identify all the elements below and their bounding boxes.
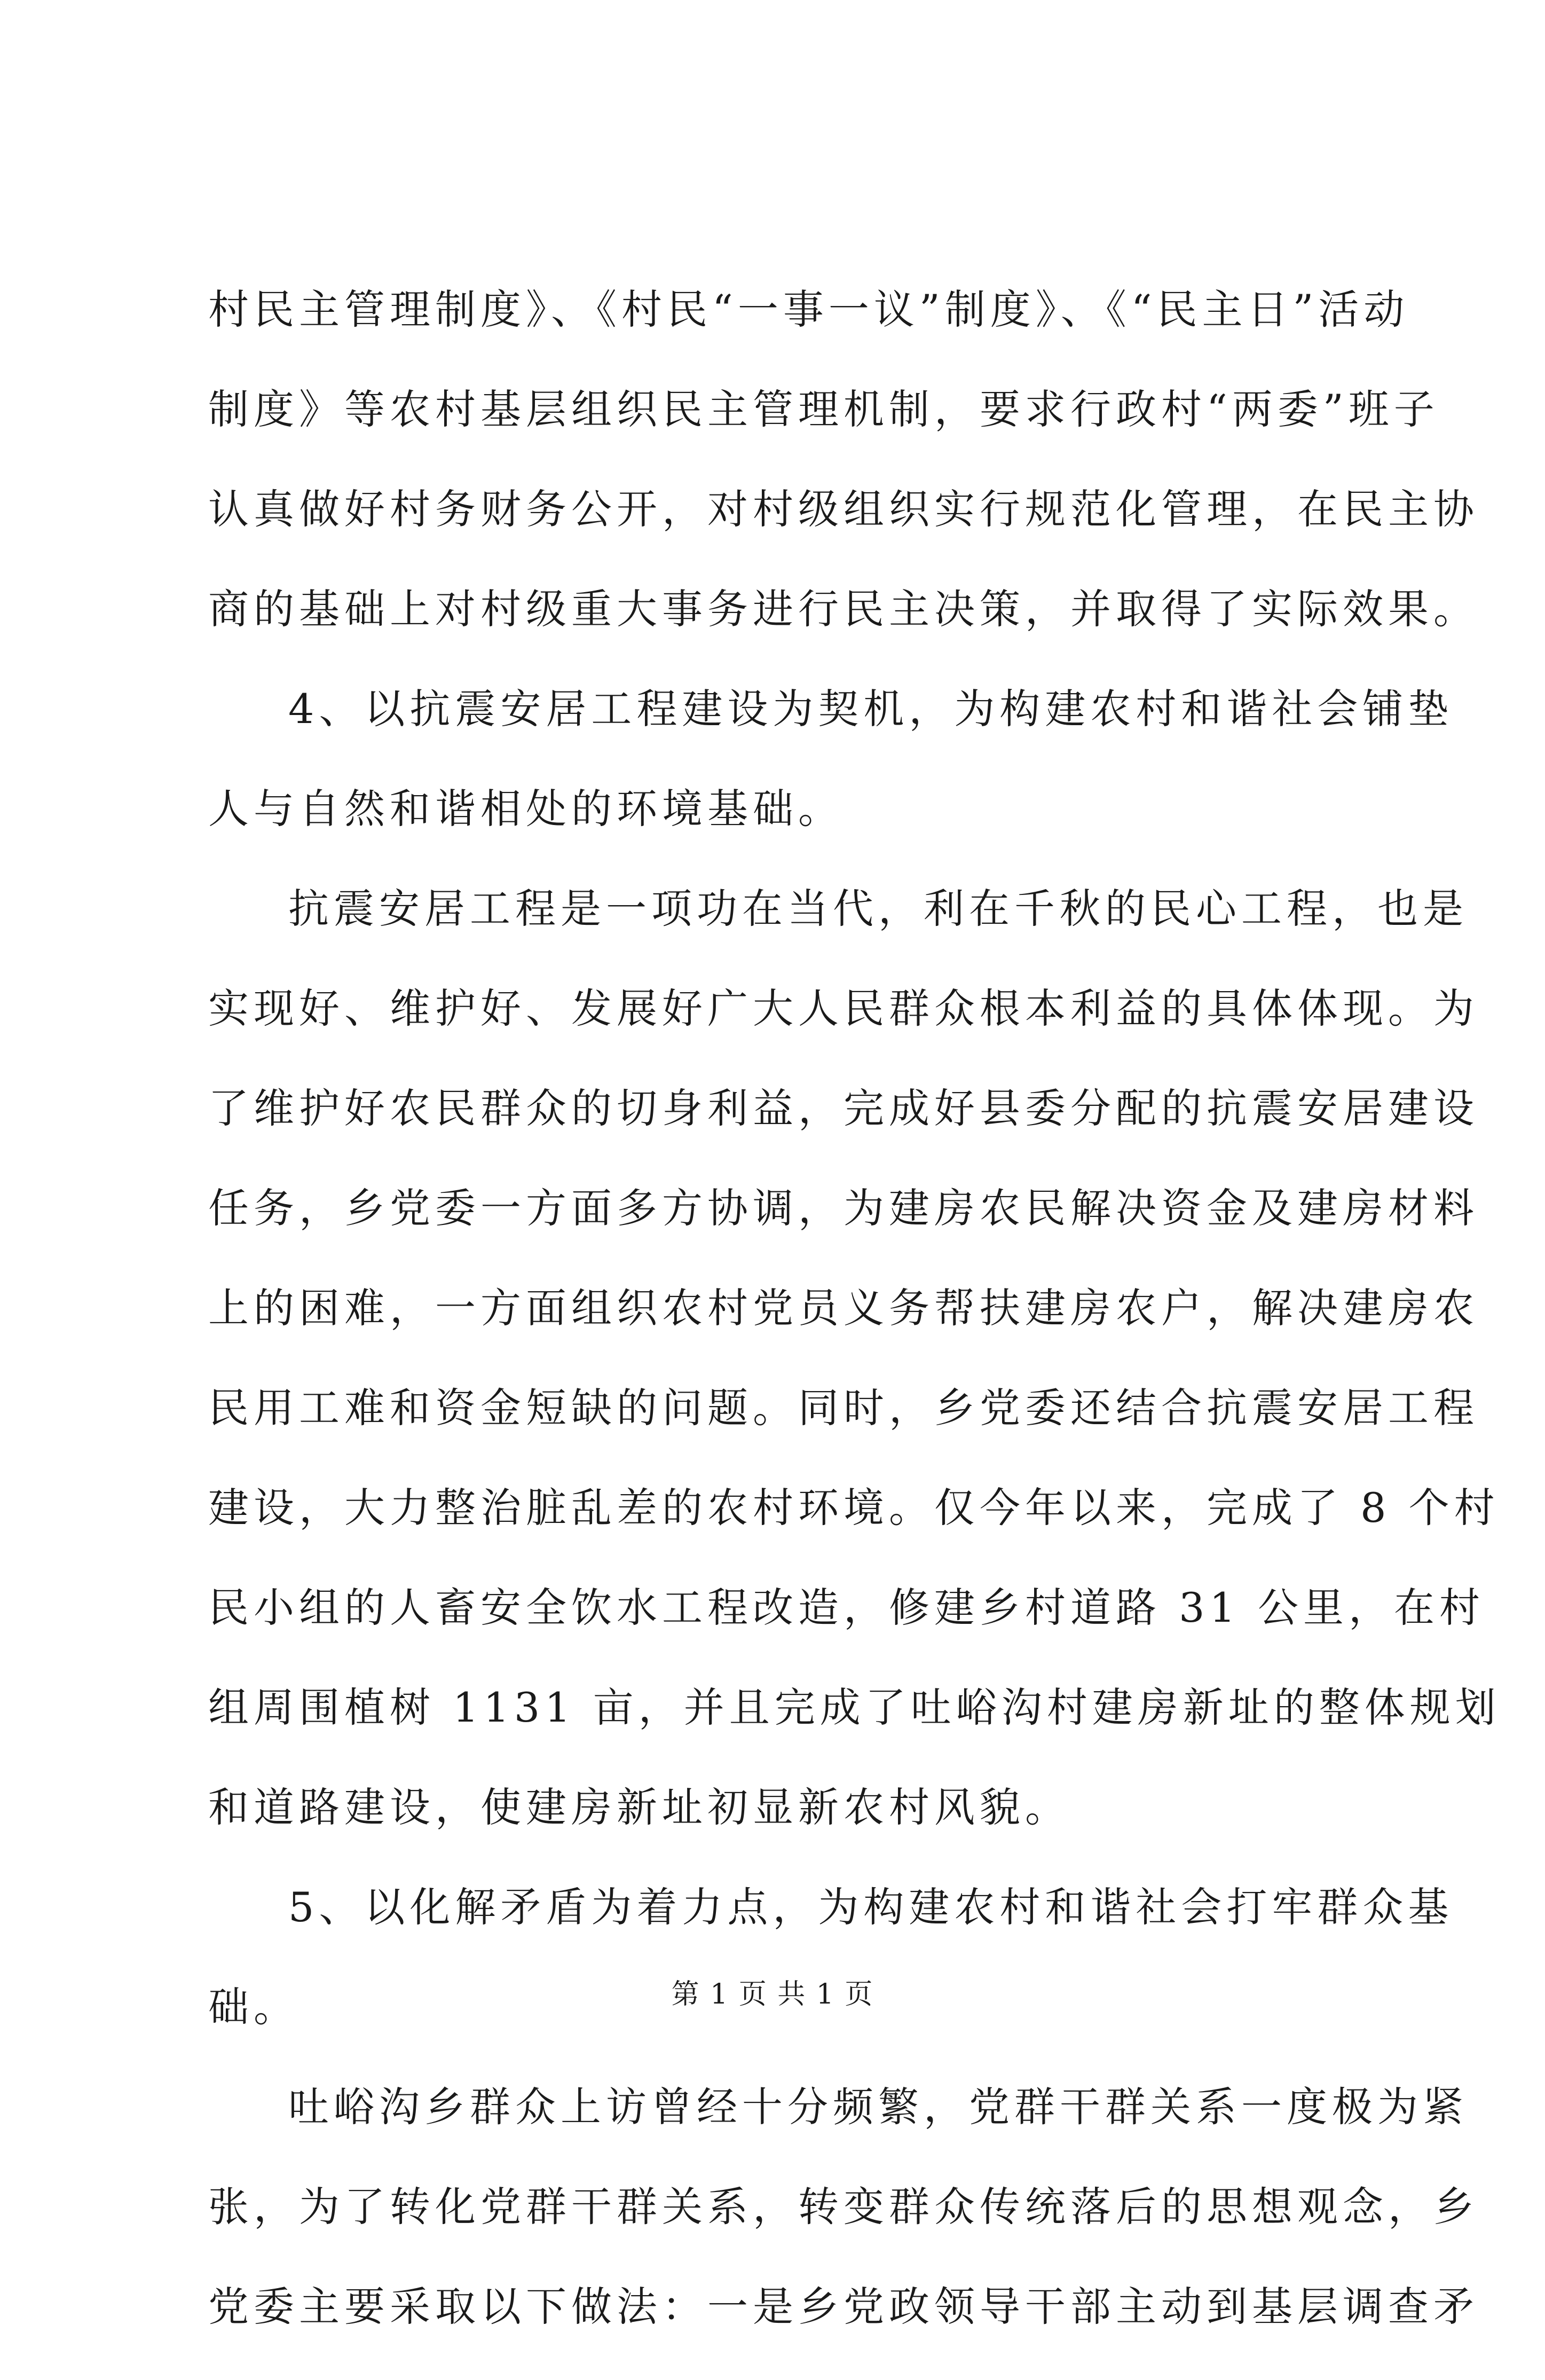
text-line: 党委主要采取以下做法：一是乡党政领导干部主动到基层调查矛: [208, 2283, 1479, 2330]
text-line: 村民主管理制度》、《村民“一事一议”制度》、《“民主日”活动: [208, 286, 1409, 333]
text-line: 民小组的人畜安全饮水工程改造，修建乡村道路 31 公里，在村: [208, 1584, 1485, 1631]
section-heading-line: 人与自然和谐相处的环境基础。: [208, 785, 844, 832]
text-line: 商的基础上对村级重大事务进行民主决策，并取得了实际效果。: [208, 585, 1479, 633]
section-heading-line: 4、以抗震安居工程建设为契机，为构建农村和谐社会铺垫: [288, 685, 1454, 733]
text-line: 组周围植树 1131 亩，并且完成了吐峪沟村建房新址的整体规划: [208, 1684, 1501, 1731]
text-line: 民用工难和资金短缺的问题。同时，乡党委还结合抗震安居工程: [208, 1384, 1479, 1432]
text-line: 抗震安居工程是一项功在当代，利在千秋的民心工程，也是: [288, 885, 1468, 932]
text-line: 和道路建设，使建房新址初显新农村风貌。: [208, 1784, 1070, 1831]
text-line: 了维护好农民群众的切身利益，完成好县委分配的抗震安居建设: [208, 1085, 1479, 1132]
text-line: 制度》等农村基层组织民主管理机制，要求行政村“两委”班子: [208, 386, 1439, 433]
document-body: [208, 283, 1501, 2380]
text-line: 上的困难，一方面组织农村党员义务帮扶建房农户，解决建房农: [208, 1284, 1479, 1332]
page-number-footer: 第 1 页 共 1 页: [671, 1978, 874, 2010]
text-line: 任务，乡党委一方面多方协调，为建房农民解决资金及建房材料: [208, 1184, 1479, 1232]
text-line: 实现好、维护好、发展好广大人民群众根本利益的具体体现。为: [208, 985, 1479, 1032]
text-line: 张，为了转化党群干群关系，转变群众传统落后的思想观念，乡: [208, 2183, 1479, 2230]
section-heading-line: 础。: [208, 1983, 299, 2031]
text-line: 建设，大力整治脏乱差的农村环境。仅今年以来，完成了 8 个村: [208, 1484, 1500, 1531]
text-line: 认真做好村务财务公开，对村级组织实行规范化管理，在民主协: [208, 485, 1479, 533]
section-heading-line: 5、以化解矛盾为着力点，为构建农村和谐社会打牢群众基: [288, 1883, 1454, 1931]
text-line: 吐峪沟乡群众上访曾经十分频繁，党群干群关系一度极为紧: [288, 2083, 1468, 2131]
